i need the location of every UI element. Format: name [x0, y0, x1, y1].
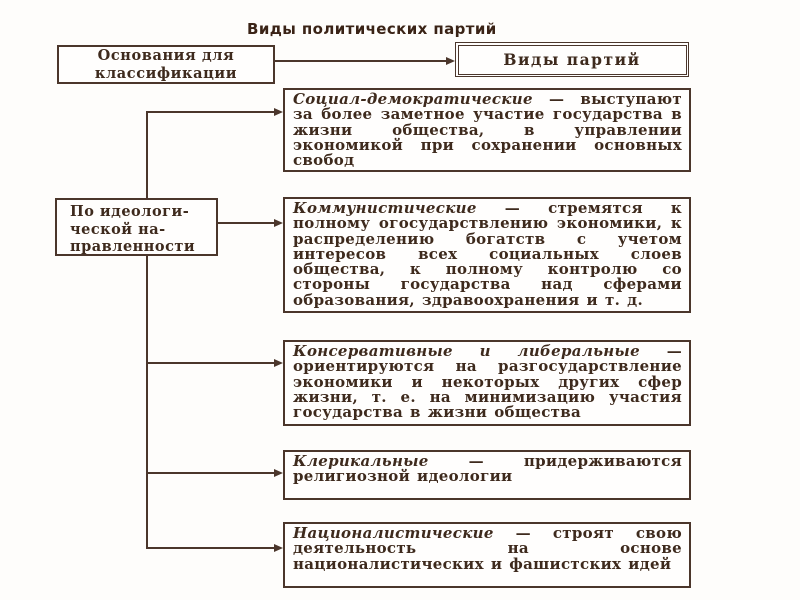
party-kinds-inner-border — [458, 45, 687, 75]
arrowhead-kinds-icon — [446, 57, 455, 65]
party-type-description: выступают за более заметное участие государства в жизни общества, в управлении экономикой при сохранении основных свобод — [293, 90, 682, 170]
party-type-term: Коммунистические — [293, 199, 477, 217]
arrowhead-nationalist-icon — [274, 544, 283, 552]
party-kinds-box — [455, 42, 689, 77]
arrowhead-conservative-liberal-icon — [274, 359, 283, 367]
dash-separator: — — [548, 90, 565, 108]
arrowhead-social-democratic-icon — [274, 108, 283, 116]
classification-basis-label: Основания для классификации — [94, 46, 238, 82]
connector-vertical-bottom — [146, 255, 148, 549]
diagram-title: Виды политических партий — [247, 20, 497, 38]
party-type-term: Консервативные и либеральные — [293, 342, 640, 360]
party-type-term: Социал-демократические — [293, 90, 533, 108]
party-type-description: стремятся к полному огосударствлению экономики, к распределению богатств с учетом интересов всех социальных слоев общества, к полному контролю со стороны государства над сферами образования, здравоохранения и т. д. — [293, 199, 683, 309]
dash-separator: — — [666, 342, 682, 360]
party-type-description: строят свою деятельность на основе националистических и фашистских идей — [293, 524, 683, 573]
party-type-box-nationalist — [283, 522, 691, 588]
party-type-description: ориентируются на разгосударствление экономики и некоторых других сфер жизни, т. е. на минимизацию участия государства в жизни общества — [293, 357, 682, 422]
ideology-category-line-3: правленности — [70, 238, 196, 255]
connector-vertical-top — [146, 112, 148, 199]
party-type-term: Клерикальные — [293, 452, 429, 470]
party-kinds-label: Виды партий — [503, 50, 641, 69]
party-type-term: Националистические — [293, 524, 494, 542]
party-type-box-communist — [283, 197, 691, 313]
party-type-box-conservative-liberal — [283, 340, 691, 426]
ideology-category-line-2: ческой на- — [70, 220, 166, 238]
dash-separator: — — [468, 452, 484, 470]
party-type-description: придерживаются религиозной идеологии — [293, 452, 682, 486]
arrowhead-clerical-icon — [274, 469, 283, 477]
party-type-box-social-democratic — [283, 88, 691, 172]
connector-to-communist — [218, 222, 278, 224]
connector-to-conservative-liberal — [146, 362, 278, 364]
classification-basis-box — [57, 45, 275, 84]
arrowhead-communist-icon — [274, 219, 283, 227]
dash-separator: — — [504, 199, 521, 217]
ideology-category-box — [55, 198, 218, 256]
connector-to-social-democratic — [146, 111, 278, 113]
connector-basis-to-kinds — [275, 60, 447, 62]
dash-separator: — — [515, 524, 531, 542]
connector-to-nationalist — [146, 547, 278, 549]
ideology-category-line-1: По идеологи- — [70, 203, 190, 220]
connector-to-clerical — [146, 472, 278, 474]
party-type-box-clerical — [283, 450, 691, 500]
